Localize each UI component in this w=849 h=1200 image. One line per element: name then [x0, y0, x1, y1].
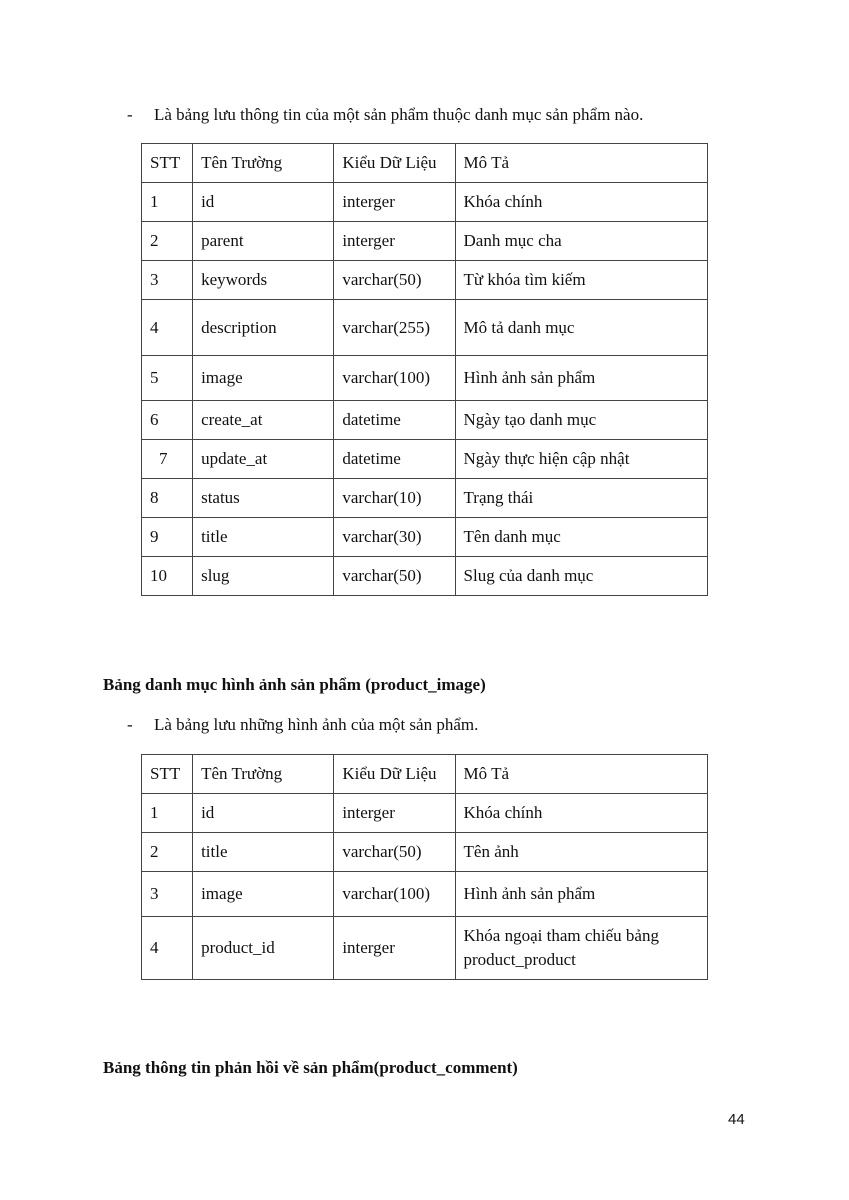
- table-cell: image: [193, 356, 334, 401]
- product-image-table: [141, 754, 708, 980]
- table-cell: interger: [334, 183, 455, 222]
- table-cell: 2: [142, 222, 193, 261]
- header-cell: Tên Trường: [193, 144, 334, 183]
- table-header-row: [142, 755, 708, 794]
- header-cell: STT: [142, 755, 193, 794]
- table-cell: 7: [142, 440, 193, 479]
- section-heading: Bảng thông tin phản hồi về sản phẩm(product_comment): [103, 1058, 518, 1077]
- table-cell: interger: [334, 222, 455, 261]
- table-cell: 3: [142, 872, 193, 917]
- header-cell: Tên Trường: [193, 755, 334, 794]
- table-cell: slug: [193, 557, 334, 596]
- header-cell: Mô Tả: [455, 144, 707, 183]
- table-cell: 6: [142, 401, 193, 440]
- table-cell: varchar(10): [334, 479, 455, 518]
- bullet-text: Là bảng lưu những hình ảnh của một sản phẩm.: [154, 715, 479, 734]
- table-cell: 2: [142, 833, 193, 872]
- table-cell: varchar(100): [334, 356, 455, 401]
- bullet-dash: -: [127, 105, 133, 124]
- table-cell: keywords: [193, 261, 334, 300]
- table-cell: 9: [142, 518, 193, 557]
- table-row: [142, 557, 708, 596]
- table-cell: varchar(30): [334, 518, 455, 557]
- table-row: [142, 872, 708, 917]
- table-cell: image: [193, 872, 334, 917]
- table-row: [142, 356, 708, 401]
- table-cell: update_at: [193, 440, 334, 479]
- table-cell: interger: [334, 794, 455, 833]
- table-cell: id: [193, 183, 334, 222]
- table-cell: datetime: [334, 440, 455, 479]
- table-cell: Khóa chính: [455, 794, 707, 833]
- table-cell: Danh mục cha: [455, 222, 707, 261]
- table-cell: Slug của danh mục: [455, 557, 707, 596]
- table-row: [142, 261, 708, 300]
- table-cell: description: [193, 300, 334, 356]
- header-cell: STT: [142, 144, 193, 183]
- table-row: [142, 794, 708, 833]
- table-row: [142, 300, 708, 356]
- table-row: [142, 401, 708, 440]
- table-cell: 1: [142, 183, 193, 222]
- table-cell: product_id: [193, 917, 334, 980]
- table-cell: Hình ảnh sản phẩm: [455, 356, 707, 401]
- table-row: [142, 183, 708, 222]
- table-cell: parent: [193, 222, 334, 261]
- table-cell: Tên danh mục: [455, 518, 707, 557]
- table-cell: varchar(100): [334, 872, 455, 917]
- table-row: [142, 440, 708, 479]
- table-row: [142, 917, 708, 980]
- table-cell: varchar(50): [334, 557, 455, 596]
- header-cell: Mô Tả: [455, 755, 707, 794]
- table-cell: title: [193, 833, 334, 872]
- table-cell: id: [193, 794, 334, 833]
- page-number: 44: [728, 1111, 745, 1128]
- section-heading: Bảng danh mục hình ảnh sản phẩm (product_image): [103, 675, 486, 694]
- table-cell: Ngày thực hiện cập nhật: [455, 440, 707, 479]
- table-cell: Tên ảnh: [455, 833, 707, 872]
- table-row: [142, 833, 708, 872]
- table-cell: Khóa ngoại tham chiếu bảng product_product: [455, 917, 707, 980]
- table-cell: Từ khóa tìm kiếm: [455, 261, 707, 300]
- table-cell: 10: [142, 557, 193, 596]
- bullet-dash: -: [127, 715, 133, 734]
- table-cell: interger: [334, 917, 455, 980]
- table-cell: create_at: [193, 401, 334, 440]
- table-row: [142, 518, 708, 557]
- table-row: [142, 479, 708, 518]
- table-cell: varchar(50): [334, 261, 455, 300]
- table-cell: 3: [142, 261, 193, 300]
- table-cell: Ngày tạo danh mục: [455, 401, 707, 440]
- table-row: [142, 222, 708, 261]
- bullet-text: Là bảng lưu thông tin của một sản phẩm thuộc danh mục sản phẩm nào.: [154, 105, 644, 124]
- table-cell: Hình ảnh sản phẩm: [455, 872, 707, 917]
- table-cell: 1: [142, 794, 193, 833]
- table-cell: 4: [142, 917, 193, 980]
- table-header-row: [142, 144, 708, 183]
- table-cell: 4: [142, 300, 193, 356]
- table-cell: datetime: [334, 401, 455, 440]
- header-cell: Kiểu Dữ Liệu: [334, 755, 455, 794]
- table-cell: Khóa chính: [455, 183, 707, 222]
- table-cell: varchar(50): [334, 833, 455, 872]
- table-cell: title: [193, 518, 334, 557]
- table-cell: varchar(255): [334, 300, 455, 356]
- table-cell: Mô tả danh mục: [455, 300, 707, 356]
- category-table: [141, 143, 708, 596]
- table-cell: 8: [142, 479, 193, 518]
- header-cell: Kiểu Dữ Liệu: [334, 144, 455, 183]
- table-cell: 5: [142, 356, 193, 401]
- table-cell: status: [193, 479, 334, 518]
- table-cell: Trạng thái: [455, 479, 707, 518]
